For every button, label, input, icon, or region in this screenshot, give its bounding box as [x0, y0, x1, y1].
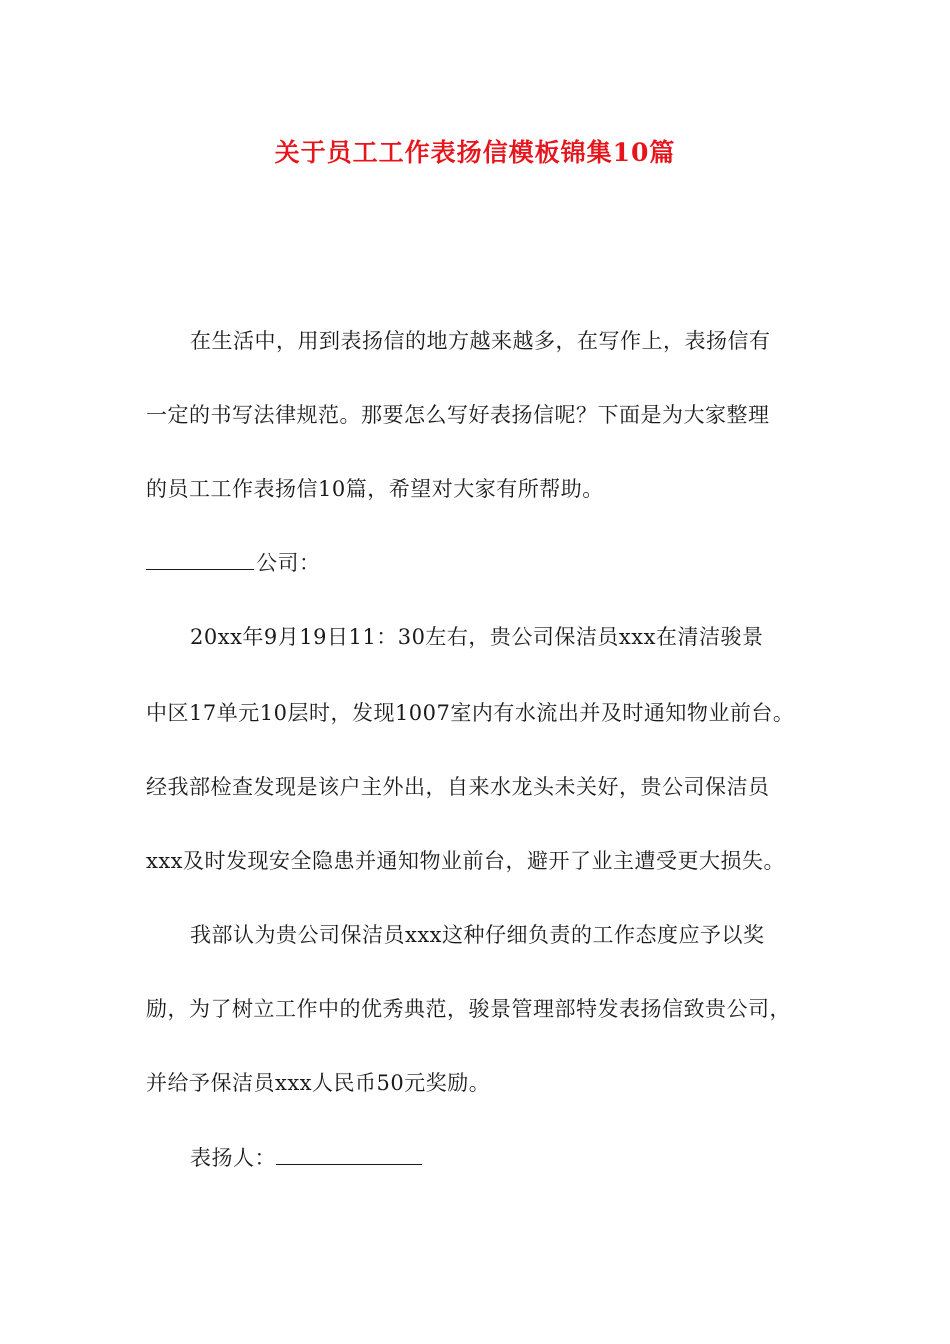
- intro-line-2: 一定的书写法律规范。那要怎么写好表扬信呢？下面是为大家整理: [146, 403, 770, 427]
- paragraph2-line-1: 我部认为贵公司保洁员xxx这种仔细负责的工作态度应予以奖: [190, 923, 765, 947]
- paragraph2-line-3: 并给予保洁员xxx人民币50元奖励。: [146, 1071, 491, 1095]
- document-title: 关于员工工作表扬信模板锦集10篇: [274, 138, 676, 167]
- signature-line: [190, 1143, 424, 1173]
- paragraph1-line-2: 中区17单元10层时，发现1007室内有水流出并及时通知物业前台。: [146, 701, 795, 725]
- company-name-blank: [146, 549, 254, 570]
- intro-line-1: 在生活中，用到表扬信的地方越来越多，在写作上，表扬信有: [190, 329, 771, 353]
- salutation-text: 公司：: [256, 551, 321, 575]
- paragraph1-line-3: 经我部检查发现是该户主外出，自来水龙头未关好，贵公司保洁员: [146, 775, 770, 799]
- signature-label: 表扬人：: [190, 1146, 276, 1170]
- paragraph2-line-2: 励，为了树立工作中的优秀典范，骏景管理部特发表扬信致贵公司，: [146, 997, 791, 1021]
- paragraph1-line-1: 20xx年9月19日11：30左右，贵公司保洁员xxx在清洁骏景: [190, 625, 764, 649]
- paragraph1-line-4: xxx及时发现安全隐患并通知物业前台，避开了业主遭受更大损失。: [146, 849, 786, 873]
- signature-blank: [276, 1144, 422, 1165]
- salutation: [146, 548, 321, 578]
- intro-line-3: 的员工工作表扬信10篇，希望对大家有所帮助。: [146, 477, 604, 501]
